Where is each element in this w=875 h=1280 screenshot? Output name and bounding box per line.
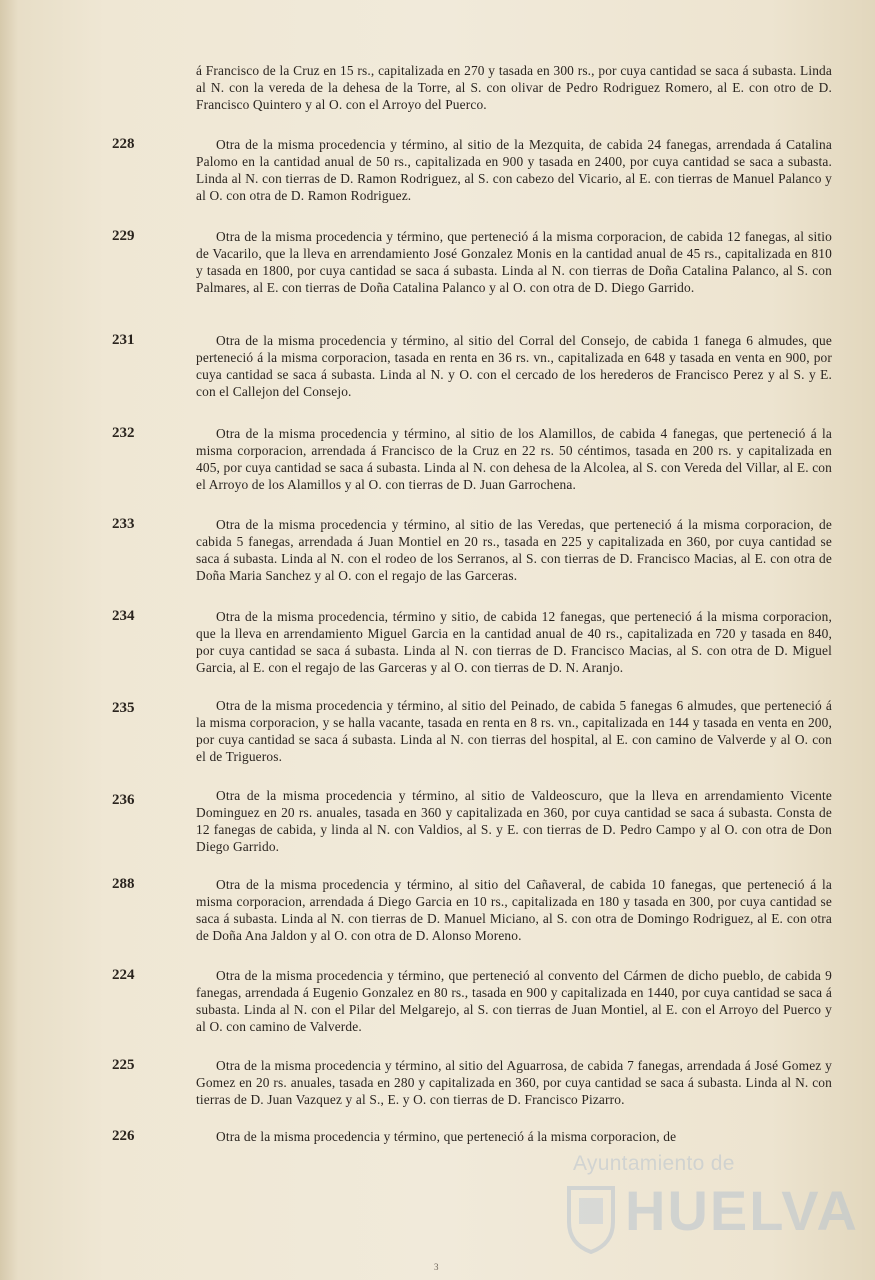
entry bbox=[196, 1128, 832, 1145]
entry-number: 236 bbox=[112, 792, 135, 808]
entry bbox=[196, 136, 832, 204]
entry bbox=[196, 697, 832, 765]
entry-text: Otra de la misma procedencia y término, al sitio de Valdeoscuro, que la lleva en arrendamiento Vicente Dominguez en 20 rs. anuales, tasada en 360 y capitalizada en 360, por cuya cantidad se saca á subasta. Consta de 12 fanegas de cabida, y linda al N. con Valdios, al S. y E. con tierras de D. Pedro Campo y al O. con otra de Don Diego Garrido. bbox=[196, 788, 832, 855]
entry-number: 226 bbox=[112, 1128, 135, 1144]
page-number: 3 bbox=[434, 1262, 439, 1272]
entry bbox=[196, 332, 832, 400]
watermark bbox=[565, 1152, 865, 1262]
entry-number: 234 bbox=[112, 608, 135, 624]
entry-number: 235 bbox=[112, 700, 135, 716]
entry-number: 288 bbox=[112, 876, 135, 892]
entry bbox=[196, 787, 832, 855]
entry-text: Otra de la misma procedencia y término, que perteneció al convento del Cármen de dicho pueblo, de cabida 9 fanegas, arrendada á Eugenio Gonzalez en 80 rs., tasada en 900 y capitalizada en 1440, por cuya cantidad se saca á subasta. Linda al N. con el Pilar del Melgarejo, al S. con tierras de Juan Montiel, al E. con el Arroyo del Puerco y al O. con camino de Valverde. bbox=[196, 968, 832, 1035]
page-edge-shadow bbox=[0, 0, 18, 1280]
entry-number: 224 bbox=[112, 967, 135, 983]
entry-text: Otra de la misma procedencia y término, al sitio del Corral del Consejo, de cabida 1 fanega 6 almudes, que perteneció á la misma corporacion, tasada en renta en 36 rs. vn., capitalizada en 648 y tasada en venta en 900, por cuya cantidad se saca á subasta. Linda al N. y O. con el cercado de los herederos de Francisco Perez y al S. y E. con el Callejon del Consejo. bbox=[196, 333, 832, 400]
entry bbox=[196, 967, 832, 1035]
entry-text: Otra de la misma procedencia y término, al sitio del Peinado, de cabida 5 fanegas 6 almudes, que perteneció á la misma corporacion, y se halla vacante, tasada en renta en 8 rs. vn., capitalizada en 144 y tasada en venta en 200, por cuya cantidad se saca á subasta. Linda al N. con tierras del hospital, al E. con camino de Valverde y al O. con el de Trigueros. bbox=[196, 698, 832, 765]
entry bbox=[196, 1057, 832, 1108]
entry-number: 231 bbox=[112, 332, 135, 348]
entry-number: 228 bbox=[112, 136, 135, 152]
coat-of-arms-icon bbox=[565, 1182, 617, 1254]
entry bbox=[196, 516, 832, 584]
entry-text: Otra de la misma procedencia y término, al sitio del Aguarrosa, de cabida 7 fanegas, arrendada á José Gomez y Gomez en 20 rs. anuales, tasada en 280 y capitalizada en 360, por cuya cantidad se saca á subasta. Linda al N. con tierras de D. Juan Vazquez y al S., E. y O. con tierras de D. Francisco Pizarro. bbox=[196, 1058, 832, 1108]
entry-continued bbox=[196, 62, 832, 113]
entry-text: Otra de la misma procedencia y término, al sitio de la Mezquita, de cabida 24 fanegas, arrendada á Catalina Palomo en la cantidad anual de 50 rs., capitalizada en 900 y tasada en 2400, por cuya cantidad se saca a subasta. Linda al N. con tierras de D. Ramon Rodriguez, al S. con cabezo del Vicario, al E. con tierras de Manuel Palanco y al O. con otra de D. Ramon Rodriguez. bbox=[196, 137, 832, 204]
entry-text: Otra de la misma procedencia y término, al sitio del Cañaveral, de cabida 10 fanegas, que perteneció á la misma corporacion, arrendada á Diego Garcia en 10 rs., capitalizada en 180 y tasada en 300, por cuya cantidad se saca á subasta. Linda al N. con tierras de D. Manuel Miciano, al S. con otra de Domingo Rodriguez, al E. con otra de Doña Ana Jaldon y al O. con otra de D. Alonso Moreno. bbox=[196, 877, 832, 944]
entry-text: Otra de la misma procedencia y término, que perteneció á la misma corporacion, de bbox=[216, 1129, 677, 1144]
entry-text: Otra de la misma procedencia, término y sitio, de cabida 12 fanegas, que perteneció á la misma corporacion, que la lleva en arrendamiento Miguel Garcia en la cantidad anual de 40 rs., capitalizada en 720 y tasada en 840, por cuya cantidad se saca á subasta. Linda al N. con tierras de D. Francisco Macias, al S. con otra de D. Miguel Garcia, al E. con el regajo de las Garceras y al O. con tierras de D. N. Aranjo. bbox=[196, 609, 832, 676]
entry bbox=[196, 228, 832, 296]
entry bbox=[196, 425, 832, 493]
entry-number: 233 bbox=[112, 516, 135, 532]
entry-number: 225 bbox=[112, 1057, 135, 1073]
entry-number: 232 bbox=[112, 425, 135, 441]
entry-number: 229 bbox=[112, 228, 135, 244]
entry bbox=[196, 608, 832, 676]
entry-text: Otra de la misma procedencia y término, al sitio de las Veredas, que perteneció á la misma corporacion, de cabida 5 fanegas, arrendada á Juan Montiel en 20 rs., tasada en 225 y capitalizada en 360, por cuya cantidad se saca á subasta. Linda al N. con el rodeo de los Serranos, al S. con tierras de D. Francisco Macias, al E. con otra de Doña Maria Sanchez y al O. con el regajo de las Garceras. bbox=[196, 517, 832, 584]
entry bbox=[196, 876, 832, 944]
watermark-title: HUELVA bbox=[625, 1179, 859, 1242]
entry-text: Otra de la misma procedencia y término, al sitio de los Alamillos, de cabida 4 fanegas, que perteneció á la misma corporacion, arrendada á Francisco de la Cruz en 22 rs. 50 céntimos, tasada en 200 rs. y capitalizada en 405, por cuya cantidad se saca á subasta. Linda al N. con dehesa de la Alcolea, al S. con Vereda del Villar, al E. con el Arroyo de los Alamillos y al O. con tierras de D. Juan Garrochena. bbox=[196, 426, 832, 493]
watermark-subtitle: Ayuntamiento de bbox=[573, 1152, 735, 1175]
entry-text: á Francisco de la Cruz en 15 rs., capitalizada en 270 y tasada en 300 rs., por cuya cantidad se saca á subasta. Linda al N. con la vereda de la dehesa de la Torre, al S. con olivar de Pedro Rodriguez Romero, al E. con otro de D. Francisco Quintero y al O. con el Arroyo del Puerco. bbox=[196, 63, 832, 113]
entry-text: Otra de la misma procedencia y término, que perteneció á la misma corporacion, de cabida 12 fanegas, al sitio de Vacarilo, que la lleva en arrendamiento José Gonzalez Monis en la cantidad anual de 45 rs., capitalizada en 810 y tasada en 1800, por cuya cantidad se saca á subasta. Linda al N. con tierras de Doña Catalina Palanco, al S. con Palmares, al E. con tierras de Doña Catalina Palanco y al O. con otra de D. Diego Garrido. bbox=[196, 229, 832, 296]
